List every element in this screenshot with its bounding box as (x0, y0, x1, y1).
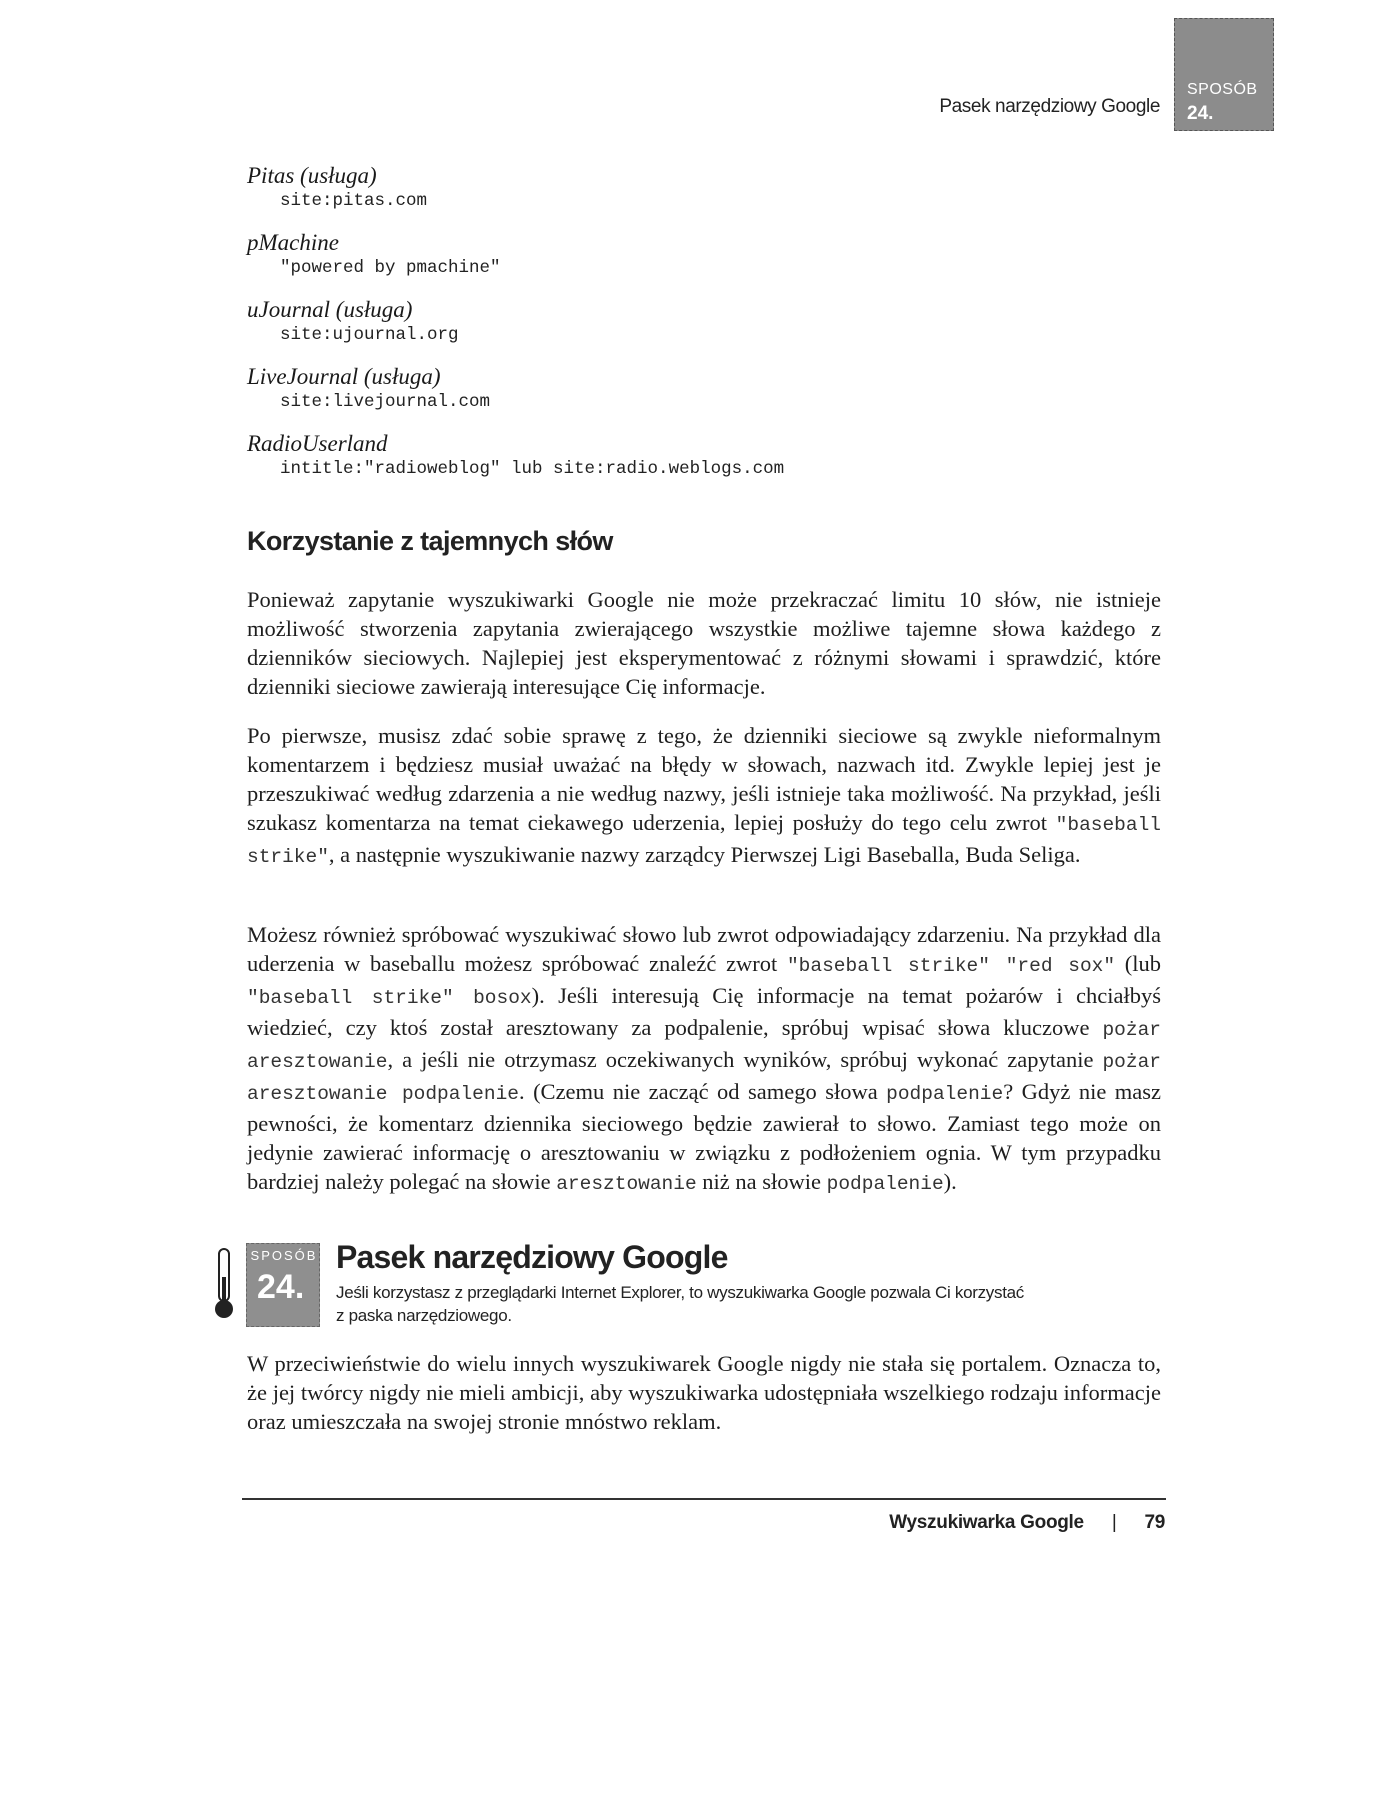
running-header-title: Pasek narzędziowy Google (939, 96, 1160, 117)
code-snippet: "baseball strike" (247, 814, 1161, 868)
code-snippet: podpalenie (826, 1173, 944, 1195)
thumb-tab-label: SPOSÓB (1187, 81, 1258, 98)
hack-subtitle-line: z paska narzędziowego. (336, 1306, 512, 1325)
entry-term: pMachine (247, 230, 339, 255)
hack-title: Pasek narzędziowy Google (336, 1239, 728, 1275)
text-run: ). Jeśli interesują Cię informacje na temat pożarów i chciałbyś wiedzieć, czy ktoś został aresztowany za podpalenie, spróbuj wpisać słowa kluczowe (247, 983, 1161, 1040)
code-snippet: pożar aresztowanie (247, 1019, 1161, 1073)
paragraph-2 (247, 721, 1161, 872)
hack-header (212, 1239, 1172, 1335)
entry-term: uJournal (usługa) (247, 297, 413, 322)
code-snippet: pożar aresztowanie podpalenie (247, 1051, 1161, 1105)
section-heading: Korzystanie z tajemnych słów (247, 526, 613, 556)
entry-query: intitle:"radioweblog" lub site:radio.weblogs.com (280, 459, 785, 479)
chapter-thumb-tab (1174, 18, 1274, 131)
entry-query: site:ujournal.org (280, 325, 459, 345)
footer-rule (242, 1498, 1166, 1500)
entry-query: "powered by pmachine" (280, 258, 501, 278)
hack-subtitle-line: Jeśli korzystasz z przeglądarki Internet Explorer, to wyszukiwarka Google pozwala Ci korzystać (336, 1283, 1024, 1302)
page-footer (700, 1512, 1165, 1534)
entry-term: Pitas (usługa) (247, 163, 377, 188)
code-snippet: aresztowanie (556, 1173, 697, 1195)
list-item (247, 229, 1167, 279)
list-item (247, 296, 1167, 346)
hack-subtitle (336, 1281, 1056, 1327)
list-item (247, 162, 1167, 212)
hack-badge-number: 24. (257, 1268, 305, 1306)
hack-number-badge (246, 1243, 320, 1327)
paragraph-3 (247, 920, 1161, 1199)
text-run: ? Gdyż nie masz pewności, że komentarz dziennika sieciowego będzie zawierał to słowo. Zamiast tego może on jedynie zawierać informację o aresztowaniu w związku z podłożeniem ognia. W tym przypadku bardziej należy polegać na słowie (247, 1079, 1161, 1194)
paragraph-1: Ponieważ zapytanie wyszukiwarki Google nie może przekraczać limitu 10 słów, nie istnieje możliwość stworzenia zapytania zwierającego wszystkie możliwe tajemne słowa każdego z dzienników sieciowych. Najlepiej jest eksperymentować z różnymi słowami i sprawdzić, które dzienniki sieciowe zawierają interesujące Cię informacje. (247, 587, 1161, 699)
hack-badge-label: SPOSÓB (250, 1248, 318, 1263)
entry-term: RadioUserland (247, 431, 388, 456)
footer-book-title: Wyszukiwarka Google (889, 1512, 1084, 1533)
page-number: 79 (1144, 1512, 1165, 1533)
code-snippet: "baseball strike" bosox (247, 987, 532, 1009)
code-snippet: podpalenie (886, 1083, 1004, 1105)
blog-service-list (247, 162, 1167, 497)
code-snippet: "baseball strike" "red sox" (786, 955, 1116, 977)
text-run: Po pierwsze, musisz zdać sobie sprawę z tego, że dzienniki sieciowe są zwykle nieformalnym komentarzem i będziesz musiał uważać na błędy w słowach, nazwach itd. Zwykle lepiej jest je przeszukiwać według zdarzenia a nie według nazwy, jeśli istnieje taka możliwość. Na przykład, jeśli szukasz komentarza na temat ciekawego uderzenia, lepiej posłuży do tego celu zwrot (247, 723, 1161, 835)
list-item (247, 430, 1167, 480)
entry-query: site:livejournal.com (280, 392, 491, 412)
list-item (247, 363, 1167, 413)
text-run: niż na słowie (696, 1169, 827, 1194)
entry-query: site:pitas.com (280, 191, 428, 211)
text-run: ). (943, 1169, 957, 1194)
thermometer-icon (212, 1247, 236, 1321)
text-run: (lub (1115, 951, 1162, 976)
text-run: . (Czemu nie zacząć od samego słowa (518, 1079, 887, 1104)
paragraph-4: W przeciwieństwie do wielu innych wyszukiwarek Google nigdy nie stała się portalem. Oznacza to, że jej twórcy nigdy nie mieli ambicji, aby wyszukiwarka udostępniała wszelkiego rodzaju informacje oraz umieszczała na swojej stronie mnóstwo reklam. (247, 1351, 1161, 1434)
text-run: Możesz również spróbować wyszukiwać słowo lub zwrot odpowiadający zdarzeniu. Na przykład dla uderzenia w baseballu możesz spróbować znaleźć zwrot (247, 922, 1161, 976)
thumb-tab-number: 24. (1187, 103, 1214, 124)
entry-term: LiveJournal (usługa) (247, 364, 441, 389)
text-run: , a jeśli nie otrzymasz oczekiwanych wyników, spróbuj wykonać zapytanie (387, 1047, 1103, 1072)
text-run: , a następnie wyszukiwanie nazwy zarządcy Pierwszej Ligi Baseballa, Buda Seliga. (328, 842, 1081, 867)
footer-separator: | (1111, 1512, 1117, 1533)
